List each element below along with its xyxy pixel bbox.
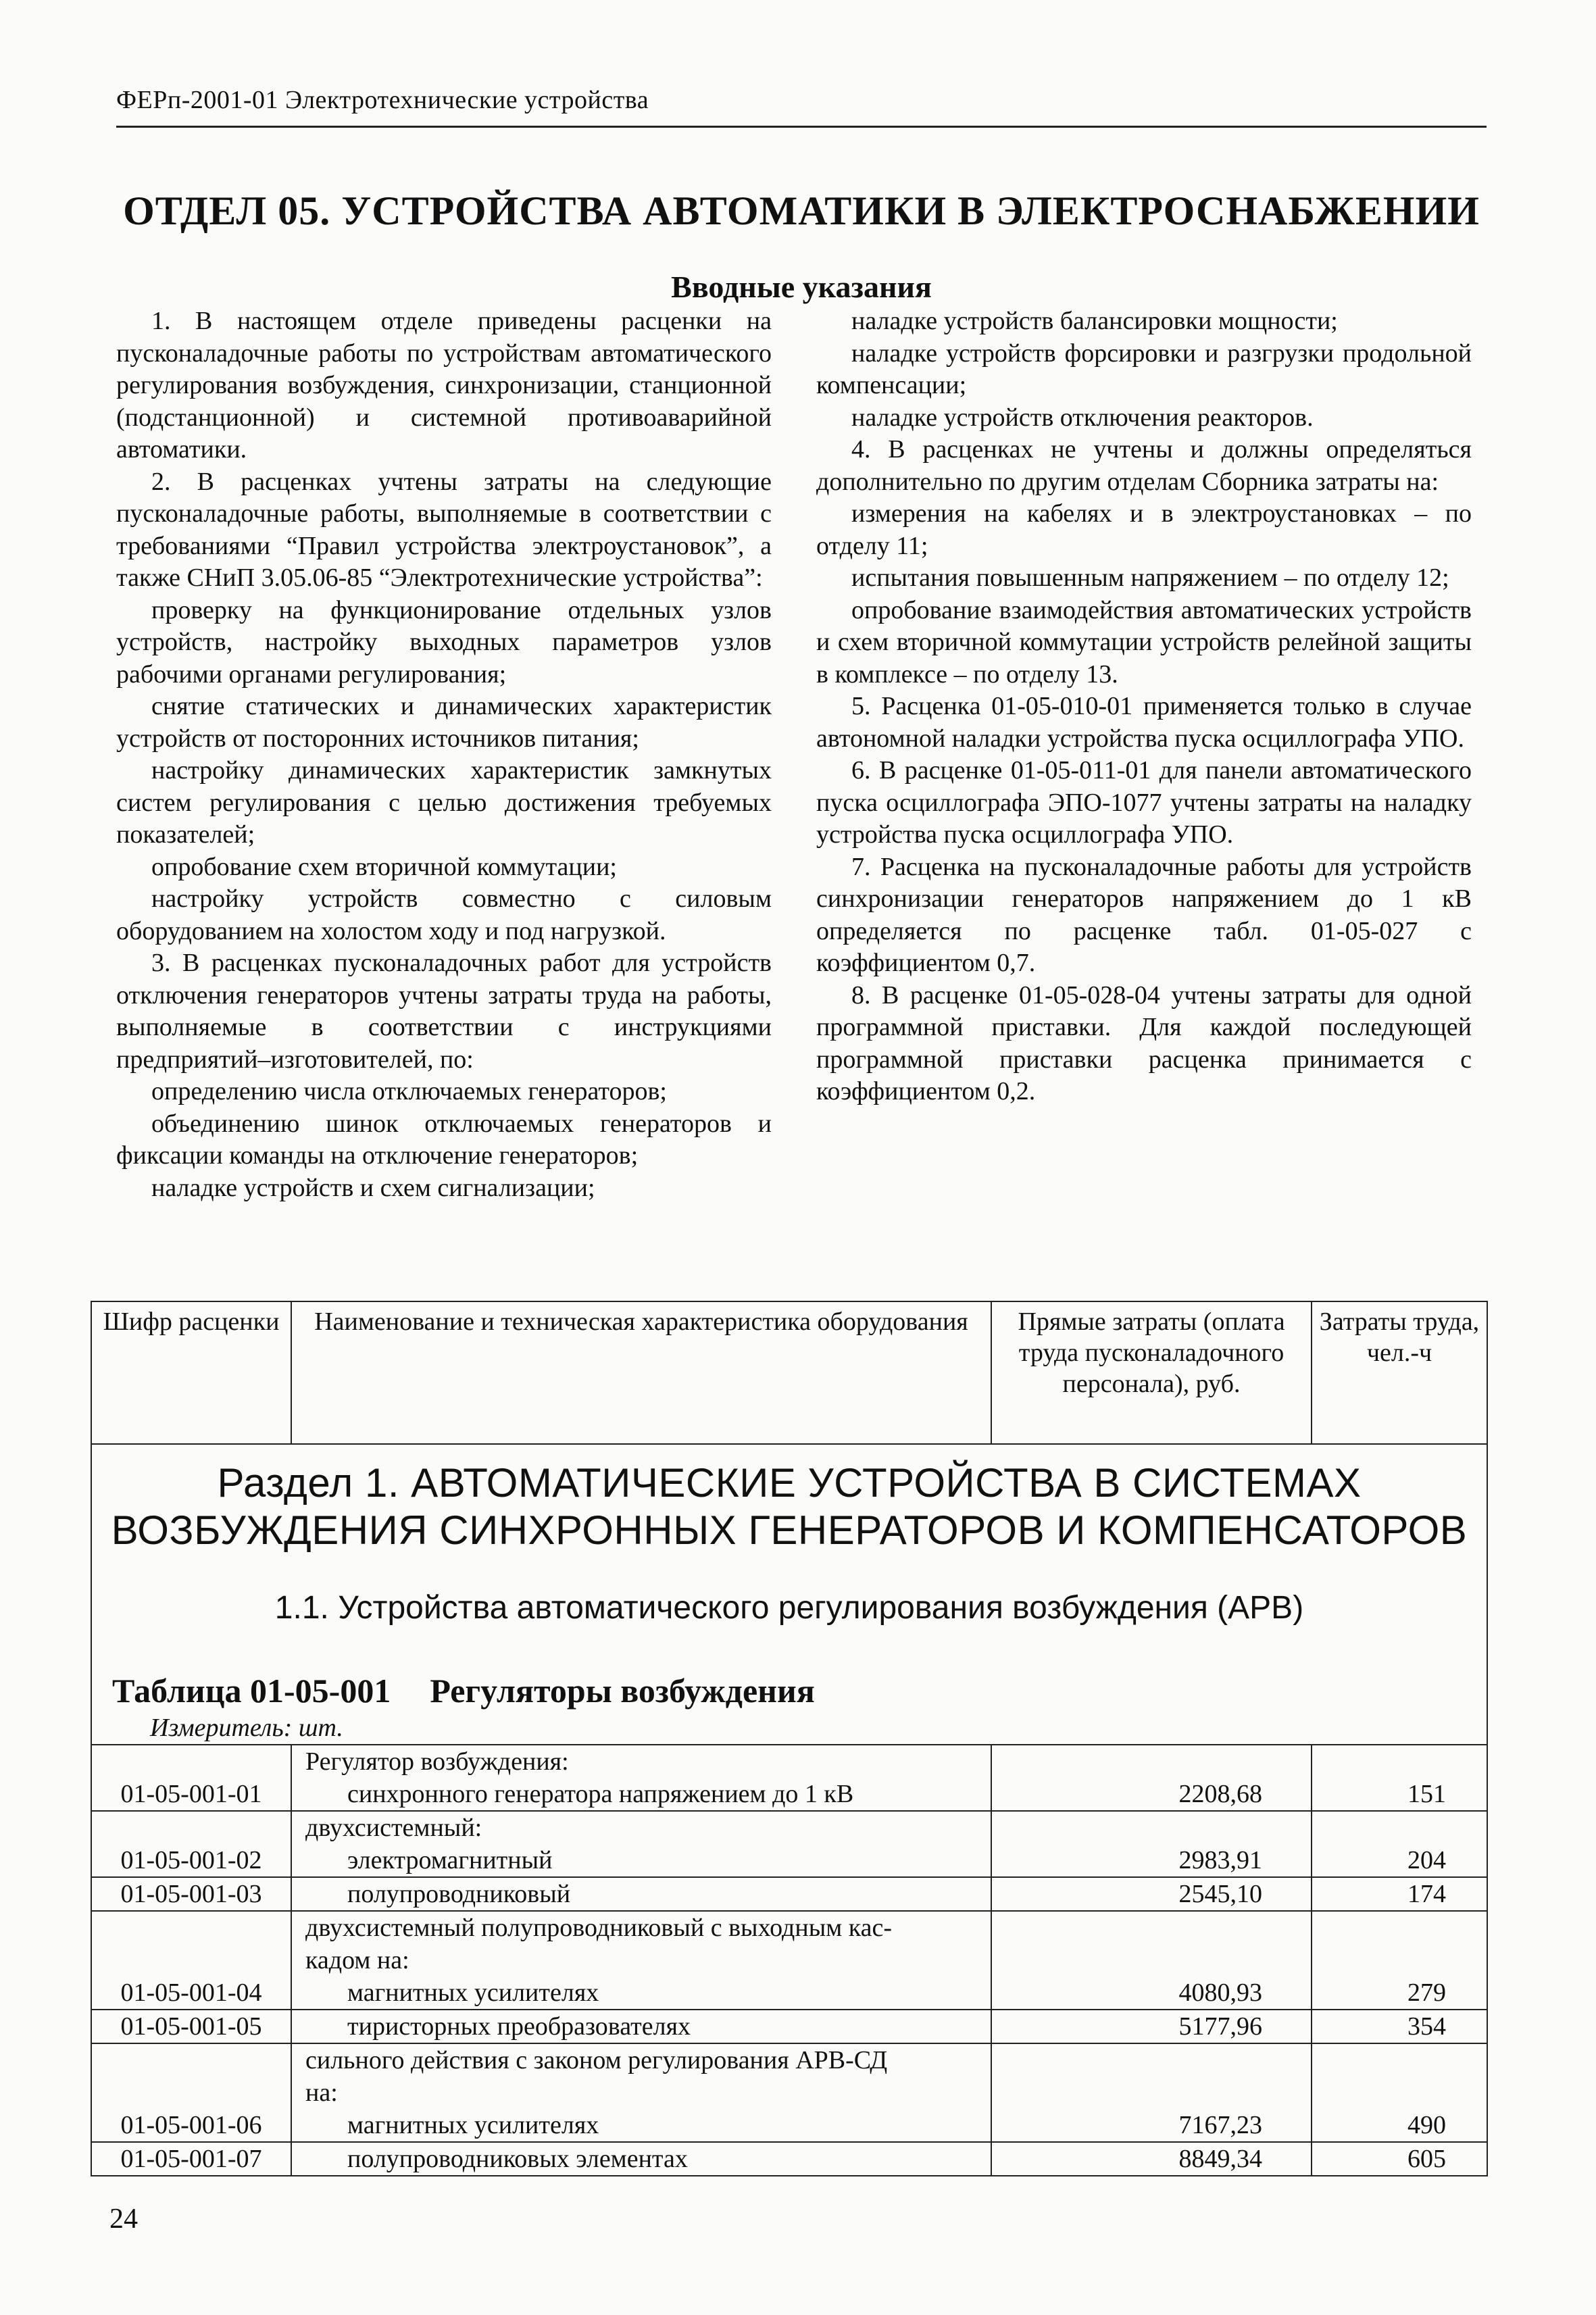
rate-code: 01-05-001-07 [91, 2142, 291, 2176]
rate-code: 01-05-001-06 [91, 2043, 291, 2142]
rate-name [291, 1877, 991, 1911]
rate-labor: 204 [1312, 1811, 1487, 1877]
table-name: Регуляторы возбуждения [430, 1672, 815, 1710]
paragraph: 1. В настоящем отделе приведены расценки на пусконаладочные работы по устройствам автоматического регулирования возбуждения, синхронизации, станционной (подстанционной) и системной противоаварийной автоматики. [116, 307, 772, 464]
rate-cost: 2983,91 [991, 1811, 1312, 1877]
rate-name [291, 1911, 991, 2010]
paragraph: определению числа отключаемых генераторов; [151, 1077, 667, 1105]
paragraph: 3. В расценках пусконаладочных работ для устройств отключения генераторов учтены затраты труда на работы, выполняемые в соответствии с инструкциями предприятий–изготовителей, по: [116, 949, 772, 1074]
item-label: полупроводниковых элементах [347, 2145, 688, 2173]
rate-code: 01-05-001-04 [91, 1911, 291, 2010]
section-title [92, 1460, 1487, 1554]
paragraph: 2. В расценках учтены затраты на следующие пусконаладочные работы, выполняемые в соответствии с требованиями “Правил устройства электроустановок”, а также СНиП 3.05.06-85 “Электротехнические устройства”: [116, 467, 772, 592]
header-code: Шифр расценки [91, 1301, 291, 1444]
rate-name [291, 2142, 991, 2176]
item-label: синхронного генератора напряжением до 1 кВ [347, 1780, 854, 1808]
rate-name [291, 2043, 991, 2142]
section-cell [91, 1444, 1487, 1745]
table-row [91, 1911, 1487, 2010]
rate-code: 01-05-001-05 [91, 2010, 291, 2043]
intro-left-column [116, 305, 772, 1204]
table-row [91, 1811, 1487, 1877]
measure-unit: Измеритель: шт. [150, 1714, 343, 1742]
rate-code: 01-05-001-02 [91, 1811, 291, 1877]
section-row [91, 1444, 1487, 1745]
header-labor: Затраты труда, чел.-ч [1312, 1301, 1487, 1444]
paragraph: наладке устройств балансировки мощности; [851, 307, 1338, 335]
intro-right-column [816, 305, 1472, 1108]
rate-code: 01-05-001-03 [91, 1877, 291, 1911]
paragraph: испытания повышенным напряжением – по отделу 12; [851, 564, 1449, 592]
rate-labor: 605 [1312, 2142, 1487, 2176]
rate-labor: 151 [1312, 1745, 1487, 1811]
subsection-title: 1.1. Устройства автоматического регулирования возбуждения (АРВ) [274, 1590, 1304, 1626]
rate-cost: 7167,23 [991, 2043, 1312, 2142]
paragraph: 8. В расценке 01-05-028-04 учтены затраты для одной программной приставки. Для каждой последующей программной приставки расценка принимается с коэффициентом 0,2. [816, 980, 1472, 1105]
paragraph: проверку на функционирование отдельных узлов устройств, настройку выходных параметров узлов рабочими органами регулирования; [116, 595, 772, 689]
rate-labor: 279 [1312, 1911, 1487, 2010]
running-head: ФЕРп-2001-01 Электротехнические устройства [116, 86, 649, 114]
page-number: 24 [109, 2204, 138, 2235]
rate-labor: 490 [1312, 2043, 1487, 2142]
table-row [91, 2043, 1487, 2142]
header-cost: Прямые затраты (оплата труда пусконаладочного персонала), руб. [991, 1301, 1312, 1444]
item-label: тиристорных преобразователях [347, 2012, 691, 2041]
paragraph: 4. В расценках не учтены и должны определяться дополнительно по другим отделам Сборника затраты на: [816, 435, 1472, 496]
rate-name [291, 1745, 991, 1811]
paragraph: опробование схем вторичной коммутации; [151, 852, 617, 881]
rate-cost: 2545,10 [991, 1877, 1312, 1911]
table-row [91, 1745, 1487, 1811]
rate-name [291, 1811, 991, 1877]
intro-title: Вводные указания [671, 270, 932, 304]
paragraph: 5. Расценка 01-05-010-01 применяется только в случае автономной наладки устройства пуска осциллографа УПО. [816, 692, 1472, 753]
item-label: магнитных усилителях [347, 1978, 599, 2007]
table-number: Таблица 01-05-001 [112, 1672, 391, 1710]
paragraph: 7. Расценка на пусконаладочные работы для устройств синхронизации генераторов напряжением до 1 кВ определяется по расценке табл. 01-05-027 с коэффициентом 0,7. [816, 852, 1472, 977]
header-name: Наименование и техническая характеристика оборудования [291, 1301, 991, 1444]
group-label: на: [305, 2078, 338, 2107]
paragraph: наладке устройств отключения реакторов. [851, 403, 1314, 432]
table-row [91, 2010, 1487, 2043]
rates-table [91, 1301, 1488, 2176]
table-row [91, 2142, 1487, 2176]
group-label: двухсистемный: [305, 1814, 482, 1842]
table-header-row [91, 1301, 1487, 1444]
table-heading [112, 1671, 1487, 1710]
rate-cost: 5177,96 [991, 2010, 1312, 2043]
paragraph: объединению шинок отключаемых генераторов и фиксации команды на отключение генераторов; [116, 1109, 772, 1170]
department-title: ОТДЕЛ 05. УСТРОЙСТВА АВТОМАТИКИ В ЭЛЕКТРОСНАБЖЕНИИ [123, 189, 1480, 233]
paragraph: настройку динамических характеристик замкнутых систем регулирования с целью достижения требуемых показателей; [116, 756, 772, 849]
item-label: электромагнитный [347, 1846, 553, 1874]
table-row [91, 1877, 1487, 1911]
paragraph: опробование взаимодействия автоматических устройств и схем вторичной коммутации устройств релейной защиты в комплексе – по отделу 13. [816, 595, 1472, 689]
paragraph: 6. В расценке 01-05-011-01 для панели автоматического пуска осциллографа ЭПО-1077 учтены затраты на наладку устройства пуска осциллографа УПО. [816, 756, 1472, 849]
rate-cost: 2208,68 [991, 1745, 1312, 1811]
rate-cost: 8849,34 [991, 2142, 1312, 2176]
group-label: кадом на: [305, 1946, 409, 1974]
item-label: полупроводниковый [347, 1880, 571, 1908]
paragraph: наладке устройств форсировки и разгрузки продольной компенсации; [816, 339, 1472, 399]
paragraph: измерения на кабелях и в электроустановках – по отделу 11; [816, 499, 1472, 560]
item-label: магнитных усилителях [347, 2111, 599, 2139]
rate-cost: 4080,93 [991, 1911, 1312, 2010]
paragraph: снятие статических и динамических характеристик устройств от посторонних источников питания; [116, 692, 772, 753]
group-label: Регулятор возбуждения: [305, 1747, 569, 1776]
paragraph: наладке устройств и схем сигнализации; [151, 1173, 595, 1202]
header-rule [116, 126, 1487, 128]
rate-code: 01-05-001-01 [91, 1745, 291, 1811]
paragraph: настройку устройств совместно с силовым оборудованием на холостом ходу и под нагрузкой. [116, 885, 772, 945]
section-title-line: Раздел 1. АВТОМАТИЧЕСКИЕ УСТРОЙСТВА В СИСТЕМАХ [217, 1460, 1362, 1505]
rate-labor: 174 [1312, 1877, 1487, 1911]
rate-name [291, 2010, 991, 2043]
section-title-line: ВОЗБУЖДЕНИЯ СИНХРОННЫХ ГЕНЕРАТОРОВ И КОМПЕНСАТОРОВ [111, 1508, 1468, 1553]
rate-labor: 354 [1312, 2010, 1487, 2043]
group-label: сильного действия с законом регулирования АРВ-СД [305, 2046, 888, 2074]
group-label: двухсистемный полупроводниковый с выходным кас- [305, 1914, 893, 1942]
